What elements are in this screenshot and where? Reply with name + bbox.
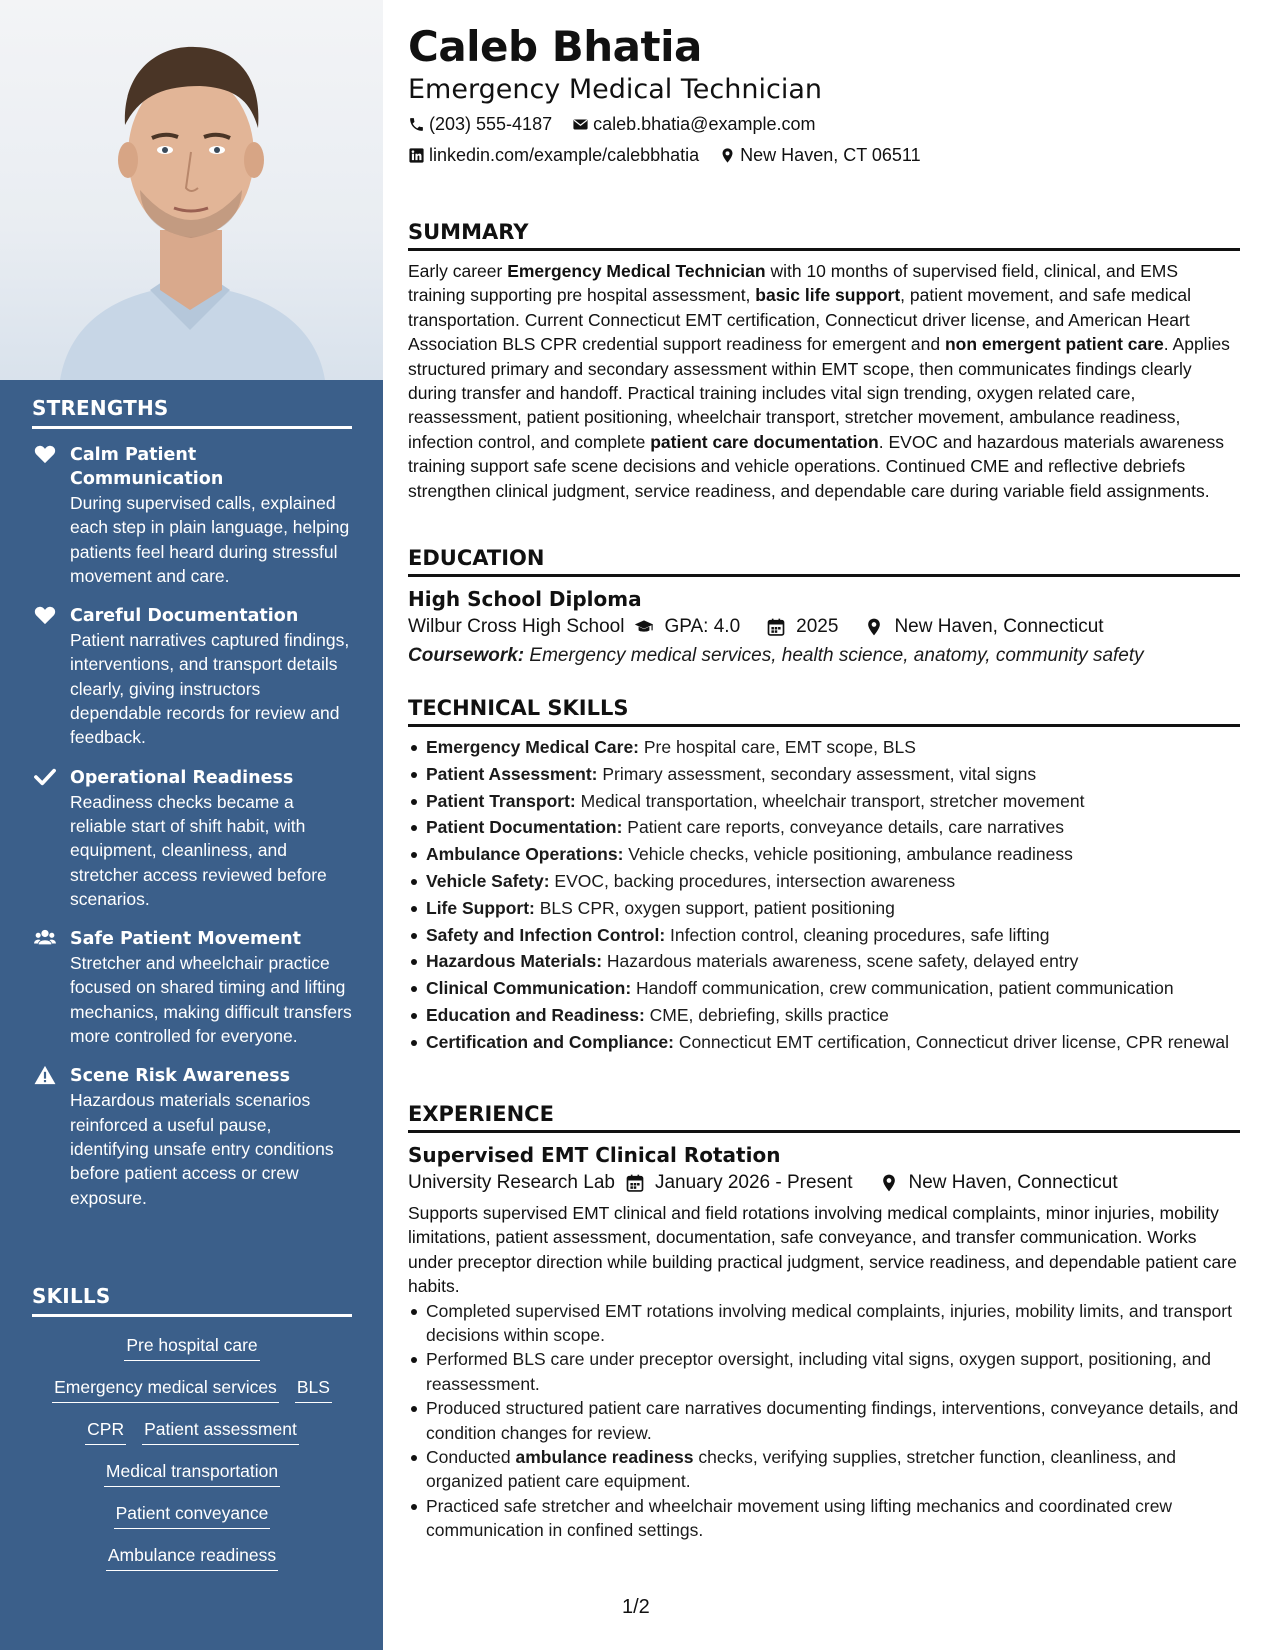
map-pin-icon	[864, 617, 884, 637]
job-location: New Haven, Connecticut	[908, 1172, 1118, 1193]
coursework: Coursework: Emergency medical services, health science, anatomy, community safety	[408, 645, 1144, 666]
list-item: Vehicle Safety: EVOC, backing procedures, intersection awareness	[408, 869, 1240, 893]
check-icon	[34, 767, 56, 787]
strength-title: Safe Patient Movement	[70, 929, 301, 950]
strength-item	[32, 443, 352, 588]
linkedin-icon	[408, 147, 425, 164]
strength-title: Scene Risk Awareness	[70, 1066, 291, 1087]
profile-photo	[0, 0, 383, 380]
phone-number: (203) 555-4187	[429, 114, 553, 134]
location-contact	[719, 145, 920, 166]
summary-section	[408, 220, 1240, 503]
employment-dates: January 2026 - Present	[654, 1172, 853, 1193]
map-pin-icon	[719, 147, 736, 164]
list-item: Performed BLS care under preceptor oversight, including vital signs, oxygen support, positioning, and reassessment.	[408, 1347, 1240, 1396]
sidebar	[0, 0, 383, 1650]
email-contact[interactable]	[572, 114, 815, 135]
linkedin-contact[interactable]	[408, 145, 699, 166]
degree-title: High School Diploma	[408, 587, 642, 611]
list-item: Produced structured patient care narratives documenting findings, interventions, conveyance details, and condition changes for review.	[408, 1396, 1240, 1445]
technical-skills-list	[408, 735, 1240, 1054]
skill-chip: CPR	[85, 1417, 126, 1445]
list-item: Life Support: BLS CPR, oxygen support, patient positioning	[408, 896, 1240, 920]
strengths-heading: STRENGTHS	[32, 396, 352, 429]
experience-bullets	[408, 1299, 1240, 1543]
skill-chip: Patient assessment	[142, 1417, 299, 1445]
experience-intro: Supports supervised EMT clinical and field rotations involving medical complaints, minor injuries, mobility limitations, patient assessment, documentation, safe conveyance, and transfer communication. Works under preceptor direction while building practical judgment, service readiness, and dependable patient care habits.	[408, 1203, 1237, 1297]
graduation-cap-icon	[634, 617, 654, 637]
contact-row	[408, 114, 815, 135]
skill-chip: Patient conveyance	[114, 1501, 271, 1529]
technical-skills-heading: TECHNICAL SKILLS	[408, 696, 1240, 727]
list-item: Patient Assessment: Primary assessment, secondary assessment, vital signs	[408, 762, 1240, 786]
education-meta	[408, 613, 1240, 641]
strength-description: Patient narratives captured findings, interventions, and transport details clearly, giving instructors dependable records for review and feedback.	[70, 630, 350, 748]
strength-description: During supervised calls, explained each step in plain language, helping patients feel heard during stressful movement and care.	[70, 493, 350, 586]
strength-description: Readiness checks became a reliable start of shift habit, with equipment, cleanliness, and stretcher access reviewed before scenarios.	[70, 791, 327, 909]
summary-heading: SUMMARY	[408, 220, 1240, 251]
strength-item	[32, 604, 352, 749]
school-name: Wilbur Cross High School	[408, 616, 625, 637]
skills-section	[32, 1284, 352, 1585]
list-item: Conducted ambulance readiness checks, verifying supplies, stretcher function, cleanliness, and organized patient care equipment.	[408, 1445, 1240, 1494]
list-item: Hazardous Materials: Hazardous materials awareness, scene safety, delayed entry	[408, 949, 1240, 973]
strength-title: Operational Readiness	[70, 767, 294, 788]
strength-description: Hazardous materials scenarios reinforced a useful pause, identifying unsafe entry conditions before patient access or crew exposure.	[70, 1090, 334, 1208]
strength-item	[32, 766, 352, 911]
skills-heading: SKILLS	[32, 1284, 352, 1317]
linkedin-url[interactable]: linkedin.com/example/calebbhatia	[429, 145, 700, 165]
list-item: Practiced safe stretcher and wheelchair movement using lifting mechanics and coordinated crew communication in confined settings.	[408, 1494, 1240, 1543]
list-item: Patient Transport: Medical transportation, wheelchair transport, stretcher movement	[408, 789, 1240, 813]
school-location: New Haven, Connecticut	[894, 616, 1104, 637]
phone-icon	[408, 116, 425, 133]
graduation-year: 2025	[796, 616, 839, 637]
skill-chip: Pre hospital care	[124, 1333, 259, 1361]
users-icon	[34, 928, 56, 948]
page-indicator: 1/2	[622, 1596, 650, 1618]
list-item: Certification and Compliance: Connecticut EMT certification, Connecticut driver license, CPR renewal	[408, 1030, 1240, 1054]
strength-item	[32, 927, 352, 1048]
strengths-section	[32, 396, 352, 1226]
skill-chip: BLS	[295, 1375, 332, 1403]
list-item: Education and Readiness: CME, debriefing, skills practice	[408, 1003, 1240, 1027]
phone-contact	[408, 114, 552, 135]
calendar-icon	[625, 1173, 645, 1193]
map-pin-icon	[879, 1173, 899, 1193]
candidate-name: Caleb Bhatia	[408, 22, 702, 71]
envelope-icon	[572, 116, 589, 133]
list-item: Safety and Infection Control: Infection control, cleaning procedures, safe lifting	[408, 923, 1240, 947]
role-title: Supervised EMT Clinical Rotation	[408, 1143, 781, 1167]
list-item: Completed supervised EMT rotations involving medical complaints, injuries, mobility limits, and transport decisions within scope.	[408, 1299, 1240, 1348]
organization: University Research Lab	[408, 1172, 615, 1193]
email-address[interactable]: caleb.bhatia@example.com	[593, 114, 816, 134]
heart-icon	[34, 605, 56, 625]
list-item: Emergency Medical Care: Pre hospital care, EMT scope, BLS	[408, 735, 1240, 759]
job-title: Emergency Medical Technician	[408, 74, 822, 105]
gpa: GPA: 4.0	[664, 616, 741, 637]
strength-item	[32, 1064, 352, 1209]
warning-icon	[34, 1065, 56, 1085]
skill-chip: Emergency medical services	[52, 1375, 279, 1403]
list-item: Clinical Communication: Handoff communication, crew communication, patient communication	[408, 976, 1240, 1000]
calendar-icon	[766, 617, 786, 637]
strength-description: Stretcher and wheelchair practice focused on shared timing and lifting mechanics, making difficult transfers more controlled for everyone.	[70, 953, 352, 1047]
summary-text: Early career Emergency Medical Technician with 10 months of supervised field, clinical, and EMS training supporting pre hospital assessment, basic life support, patient movement, and safe medical transportation. Current Connecticut EMT certification, Connecticut driver license, and American Heart Association BLS CPR credential support readiness for emergent and non emergent patient care. Applies structured primary and secondary assessment within EMT scope, then communicates findings clearly during transfer and handoff. Practical training includes vital sign trending, oxygen related care, reassessment, patient positioning, wheelchair transport, stretcher movement, ambulance readiness, infection control, and complete patient care documentation. EVOC and hazardous materials awareness training support safe scene decisions and vehicle operations. Continued CME and reflective debriefs strengthen clinical judgment, service readiness, and dependable care during variable field assignments.	[408, 261, 1230, 501]
experience-heading: EXPERIENCE	[408, 1102, 1240, 1133]
strength-title: Careful Documentation	[70, 606, 299, 627]
heart-icon	[34, 444, 56, 464]
strength-title: Calm Patient Communication	[70, 445, 224, 489]
skill-chip: Medical transportation	[104, 1459, 280, 1487]
skill-chip: Ambulance readiness	[106, 1543, 278, 1571]
list-item: Patient Documentation: Patient care reports, conveyance details, care narratives	[408, 815, 1240, 839]
experience-meta	[408, 1169, 1240, 1197]
education-section	[408, 546, 1240, 671]
experience-section	[408, 1102, 1240, 1543]
education-heading: EDUCATION	[408, 546, 1240, 577]
technical-skills-section	[408, 696, 1240, 1057]
location-text: New Haven, CT 06511	[740, 145, 921, 165]
contact-row-2	[408, 145, 921, 166]
list-item: Ambulance Operations: Vehicle checks, vehicle positioning, ambulance readiness	[408, 842, 1240, 866]
